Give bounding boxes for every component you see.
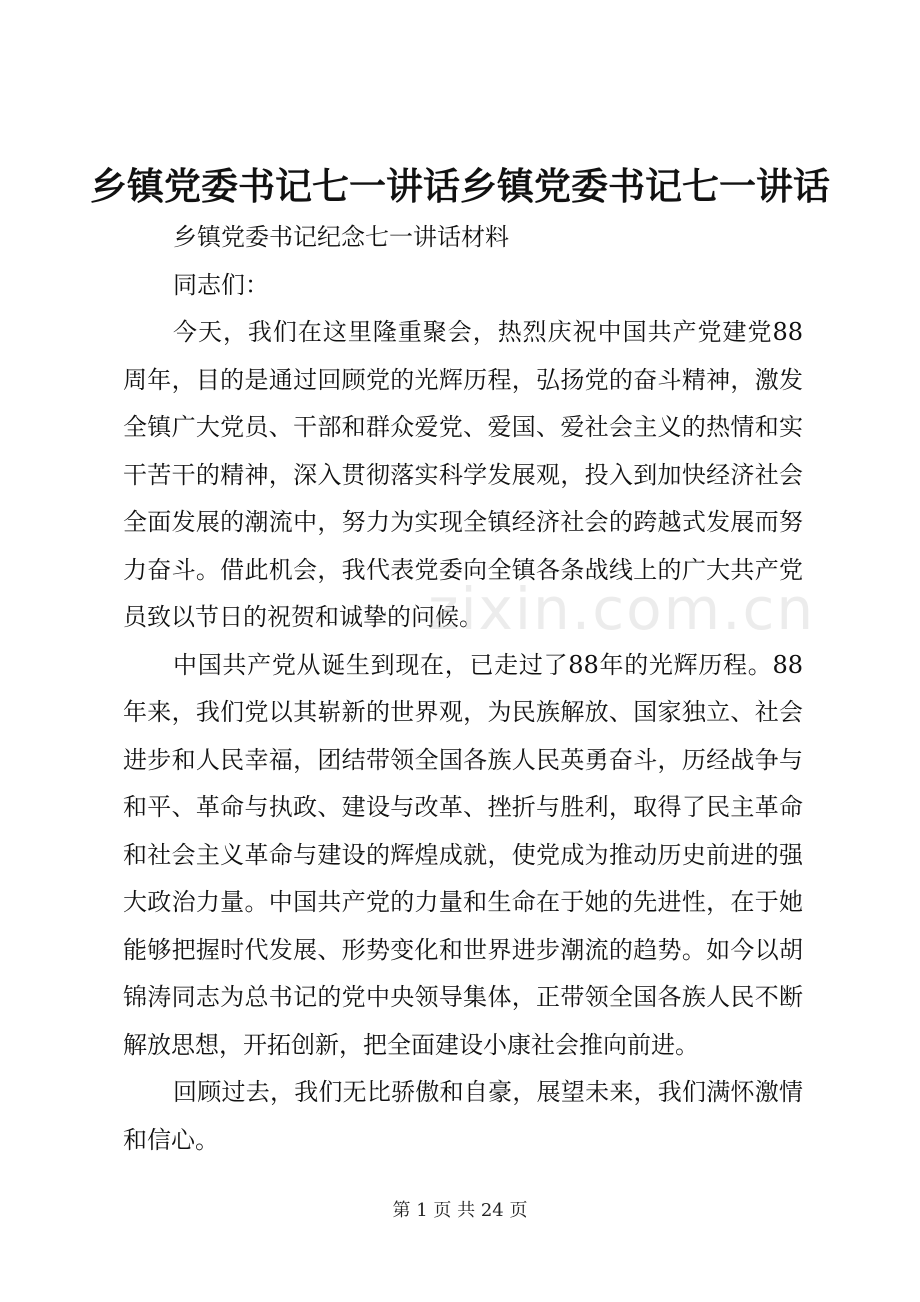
page-footer: 第 1 页 共 24 页 [392,1200,528,1221]
paragraph-1: 今天，我们在这里隆重聚会，热烈庆祝中国共产党建党88周年，目的是通过回顾党的光辉历程，弘扬党的奋斗精神，激发全镇广大党员、干部和群众爱党、爱国、爱社会主义的热情和实干苦干的精神，深入贯彻落实科学发展观，投入到加快经济社会全面发展的潮流中，努力为实现全镇经济社会的跨越式发展而努力奋斗。借此机会，我代表党委向全镇各条战线上的广大共产党员致以节日的祝贺和诚挚的问候。 [123,318,803,631]
document-subtitle: 乡镇党委书记纪念七一讲话材料 [173,223,509,251]
watermark: zixin.com.cn [428,575,816,643]
document-title: 乡镇党委书记七一讲话乡镇党委书记七一讲话 [90,164,830,208]
document-body [123,214,803,1164]
paragraph-2: 中国共产党从诞生到现在，已走过了88年的光辉历程。88年来，我们党以其崭新的世界观，为民族解放、国家独立、社会进步和人民幸福，团结带领全国各族人民英勇奋斗，历经战争与和平、革命与执政、建设与改革、挫折与胜利，取得了民主革命和社会主义革命与建设的辉煌成就，使党成为推动历史前进的强大政治力量。中国共产党的力量和生命在于她的先进性，在于她能够把握时代发展、形势变化和世界进步潮流的趋势。如今以胡锦涛同志为总书记的党中央领导集体，正带领全国各族人民不断解放思想，开拓创新，把全面建设小康社会推向前进。 [123,650,803,1059]
salutation: 同志们： [173,270,269,299]
paragraph-3: 回顾过去，我们无比骄傲和自豪，展望未来，我们满怀激情和信心。 [123,1078,803,1154]
